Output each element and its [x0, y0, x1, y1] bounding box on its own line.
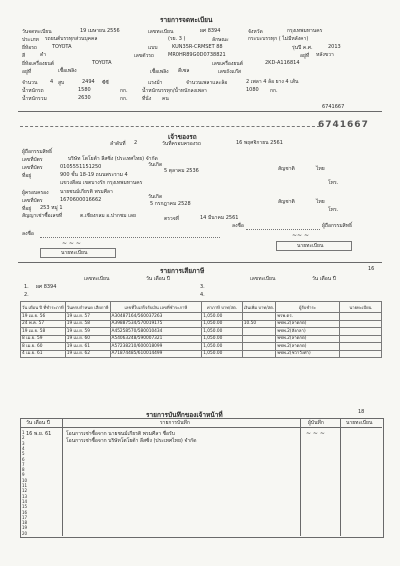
holder-label: ผู้ครอบครอง — [22, 190, 49, 196]
province-label: จังหวัด — [248, 29, 263, 35]
plate-number: ผศ 8394 — [200, 28, 221, 34]
note-line-number: 19 — [22, 525, 28, 531]
note-line-number: 5 — [22, 451, 25, 457]
tax-col-due-date: วันครบกำหนด เสียภาษี — [65, 302, 110, 313]
tax-cell: 24 พ.ค. 57 — [21, 320, 66, 328]
inspect-label: ตรวจที่ — [164, 216, 179, 222]
owner-date-label: วันที่ครอบครองรถ — [162, 141, 201, 147]
tax-table-header — [21, 302, 382, 313]
tax-row-1-no: 1. — [24, 284, 29, 290]
load: 1080 — [246, 87, 259, 93]
registrar-label-right: นายทะเบียน — [297, 243, 324, 249]
tax-cell — [339, 350, 381, 358]
inspect-date: 14 มีนาคม 2561 — [200, 215, 239, 221]
tax-cell: พชพ.2(ลาดกต) — [276, 335, 340, 343]
tax-cell: พชพ.2(สังกลา) — [276, 328, 340, 336]
owner-date: 16 พฤศจิกายน 2561 — [236, 140, 283, 146]
note-line-number: 16 — [22, 509, 28, 515]
tax-cell: พชพ.2(ชวาวังศา) — [276, 350, 340, 358]
tax-row-2-no: 2. — [24, 292, 29, 298]
holder-tel-label: โทร. — [328, 207, 339, 213]
note-line-number: 7 — [22, 461, 25, 467]
holder-dob-label: วันเกิด — [148, 194, 163, 200]
cc-unit: ซีซี — [102, 80, 109, 86]
chassis-position: หลังขวา — [316, 52, 334, 58]
possessor-addr: 900 ชั้น 18-19 ถนนพระราม 4 — [60, 172, 128, 178]
note-1-text: โอนการเช่าซื้อจาก นายชนม์เกียรติ พรมศีลา ชื่อรับ — [66, 431, 175, 437]
engine-pos-label: อยู่ที่ — [22, 69, 32, 75]
sign-line — [246, 229, 320, 230]
tax-row — [21, 350, 382, 358]
tax-cell: พชพ.2(ลาดกต) — [276, 343, 340, 351]
tax-cell: พชพ.2(ลาดกต) — [276, 320, 340, 328]
holder-nat: ไทย — [316, 199, 325, 205]
tax-date-header-2: วัน เดือน ปี — [312, 276, 336, 282]
registrar-box-right — [276, 241, 352, 251]
tax-row-1-plate: ผศ 8394 — [36, 284, 57, 290]
note-line-number: 8 — [22, 467, 25, 473]
chassis-number: MR0HR89G0D0738821 — [168, 52, 226, 58]
possessor-id-label-2: เลขที่บัตร — [22, 165, 43, 171]
engine-brand: TOYOTA — [92, 60, 112, 66]
possessor-addr-2: แขวงสีลม เขตบางรัก กรุงเทพมหานคร — [60, 180, 143, 186]
engine-no-label: เลขเครื่องยนต์ — [212, 61, 243, 67]
note-line-number: 4 — [22, 445, 25, 451]
possessor-id-label: เลขที่บัตร — [22, 157, 43, 163]
tax-cell: 1,050.00 — [202, 350, 243, 358]
possessor-name: บริษัท โตโยต้า ลีสซิ่ง (ประเทศไทย) จำกัด — [68, 156, 158, 162]
type-label: ประเภท — [22, 37, 39, 43]
possessor-dob-label: วันเกิด — [148, 162, 163, 168]
tax-cell: 19 เม.ย. 57 — [65, 313, 110, 321]
reg-date-label: วันจดทะเบียน — [22, 29, 52, 35]
tax-cell: 1,050.00 — [202, 328, 243, 336]
tax-cell: A71874485/610014499 — [110, 350, 202, 358]
engine-number: 2KD-A116814 — [265, 60, 300, 66]
note-line-number: 10 — [22, 477, 28, 483]
tax-cell: 1,050.00 — [202, 335, 243, 343]
notes-item-header: รายการบันทึก — [160, 420, 190, 426]
tax-cell: 19 เม.ย. 59 — [65, 328, 110, 336]
notes-col-line-1 — [62, 418, 63, 536]
look-label: ลักษณะ — [212, 37, 229, 43]
tax-col-paid-date: วัน เดือน ปี ที่ชำระภาษี — [21, 302, 66, 313]
sign-label: ลงชื่อ — [232, 223, 244, 229]
holder-addr: 253 หมู่ 1 — [40, 205, 63, 211]
tax-col-surcharge: เงินเพิ่ม บาท/สต. — [242, 302, 275, 313]
tax-cell — [242, 350, 275, 358]
fuel: ดีเซล — [178, 68, 190, 74]
brand: TOYOTA — [52, 44, 72, 50]
weight: 1580 — [78, 87, 91, 93]
tax-cell — [242, 313, 275, 321]
tax-table — [20, 301, 382, 358]
tax-cell: 8 เม.ย. 60 — [21, 343, 66, 351]
vehicle-type: รถยนต์บรรทุกส่วนบุคคล — [45, 36, 98, 42]
notes-title: รายการบันทึกของเจ้าหน้าที่ — [146, 411, 223, 419]
seat-label: ที่นั่ง — [142, 96, 152, 102]
officer-signature: ~ ~ ~ — [306, 430, 325, 437]
registrar-signature-left: ~ ~ ~ — [62, 240, 81, 247]
holder-name: นายชนม์เกียรติ พรมศีลา — [60, 189, 113, 195]
note-line-number: 18 — [22, 520, 28, 526]
tax-cell: 19 เม.ย. 61 — [65, 343, 110, 351]
note-line-number: 20 — [22, 530, 28, 536]
note-line-number: 12 — [22, 488, 28, 494]
tax-row — [21, 343, 382, 351]
possessor-tel-label: โทร. — [328, 180, 339, 186]
possessor-id: 0105551151250 — [60, 164, 102, 170]
holder-id-label: เลขที่บัตร — [22, 198, 43, 204]
possessor-addr-label: ที่อยู่ — [22, 173, 32, 179]
weight-unit: กก. — [120, 88, 128, 94]
tax-cell — [339, 320, 381, 328]
color-label: สี — [22, 53, 26, 59]
tax-title: รายการเสียภาษี — [160, 267, 205, 275]
tax-cell: A54063248/590007321 — [110, 335, 202, 343]
sign-label-2: ลงชื่อ — [22, 231, 34, 237]
chassis-pos-label: อยู่ที่ — [300, 53, 310, 59]
sign-line-2 — [40, 237, 220, 238]
tax-cell: A45258570/580010434 — [110, 328, 202, 336]
year-label: รุ่นปี ค.ศ. — [292, 45, 313, 51]
brand-label: ยี่ห้อรถ — [22, 45, 37, 51]
tax-cell: 1,050.00 — [202, 313, 243, 321]
tax-cell: 8 เม.ย. 59 — [21, 335, 66, 343]
tax-plate-header-2: เลขทะเบียน — [250, 276, 276, 282]
tax-cell: A39887534/570019175 — [110, 320, 202, 328]
reg-date: 19 เมษายน 2556 — [80, 28, 120, 34]
owner-order-label: ลำดับที่ — [110, 141, 126, 147]
note-line-number: 3 — [22, 440, 25, 446]
wheels: 2 เพลา 4 ล้อ ยาง 4 เส้น — [246, 79, 299, 85]
model-label: แบบ — [148, 45, 158, 51]
notes-header-line — [20, 427, 382, 428]
tank-label: เลขถังแก๊ส — [218, 69, 241, 75]
tax-cell: A57238210/600018099 — [110, 343, 202, 351]
load-unit: กก. — [270, 88, 278, 94]
section-divider — [18, 111, 382, 112]
vehicle-look: กระบะบรรทุก ( ไม่มีหลังคา) — [248, 36, 309, 42]
cylinders-unit: สูบ — [58, 80, 65, 86]
tax-cell — [242, 343, 275, 351]
tax-plate-header: เลขทะเบียน — [84, 276, 110, 282]
tax-cell: 19 เม.ย. 62 — [65, 350, 110, 358]
color: ดำ — [40, 52, 47, 58]
cylinders-label: จำนวน — [22, 80, 38, 86]
owner-title: เจ้าของรถ — [168, 133, 197, 141]
tax-cell: 1,050.00 — [202, 343, 243, 351]
owner-order: 2 — [134, 140, 138, 146]
tax-cell: 1,050.00 — [202, 320, 243, 328]
notes-col-line-3 — [340, 418, 341, 536]
note-line-number: 17 — [22, 514, 28, 520]
serial-stamp: 6741667 — [318, 120, 369, 130]
note-line-number: 6 — [22, 456, 25, 462]
model: KUN35R-CRMSET 88 — [172, 44, 223, 50]
possessor-nat: ไทย — [316, 166, 325, 172]
tax-col-receiver: ผู้รับชำระ — [276, 302, 340, 313]
registrar-box-left — [40, 248, 116, 258]
note-line-number: 14 — [22, 498, 28, 504]
registrar-signature-right: ~~ ~ — [292, 232, 309, 239]
tax-cell: A30487164/560037263 — [110, 313, 202, 321]
engine-source: เชื้อเพลิง — [58, 68, 77, 74]
possessor-label: ผู้ถือกรรมสิทธิ์ — [22, 149, 53, 155]
sign-role: ผู้ถือกรรมสิทธิ์ — [322, 223, 353, 229]
weight-label: น้ำหนักรถ — [22, 88, 44, 94]
tax-cell — [242, 328, 275, 336]
notes-col-line-2 — [300, 418, 301, 536]
tax-col-tax: ค่าภาษี บาท/สต. — [202, 302, 243, 313]
tax-cell: พรพ.ดร. — [276, 313, 340, 321]
notes-page-no: 18 — [358, 409, 365, 415]
holder-id: 1670600016662 — [60, 197, 102, 203]
province: กรุงเทพมหานคร — [287, 28, 323, 34]
chassis-label: เลขตัวรถ — [134, 53, 154, 59]
plate-label: เลขทะเบียน — [148, 29, 174, 35]
tax-cell — [339, 313, 381, 321]
possessor-nat-label: สัญชาติ — [278, 166, 295, 172]
possessor-dob: 5 ตุลาคม 2536 — [164, 168, 199, 174]
total-unit: กก. — [120, 96, 128, 102]
hp-label: แรงม้า — [148, 80, 163, 86]
tax-row-3-no: 3. — [200, 284, 205, 290]
note-line-number: 11 — [22, 483, 28, 488]
tax-cell — [339, 328, 381, 336]
section-divider-2 — [18, 262, 382, 263]
note-line-number: 15 — [22, 504, 28, 510]
tax-cell: 19 เม.ย. 58 — [65, 320, 110, 328]
perforation-line — [20, 126, 320, 127]
tax-row — [21, 335, 382, 343]
model-year: 2013 — [328, 44, 341, 50]
total-label: น้ำหนักรวม — [22, 96, 47, 102]
tax-cell: 19 เม.ย. 60 — [65, 335, 110, 343]
registrar-label-left: นายทะเบียน — [61, 250, 88, 256]
tax-cell: 10.50 — [242, 320, 275, 328]
note-1-date: 16 พ.ย. 61 — [26, 431, 52, 437]
fuel-label: เชื้อเพลิง — [150, 69, 169, 75]
holder-nat-label: สัญชาติ — [278, 199, 295, 205]
holder-dob: 5 กรกฎาคม 2528 — [150, 201, 191, 207]
engine-brand-label: ยี่ห้อเครื่องยนต์ — [22, 61, 55, 67]
tax-cell — [339, 335, 381, 343]
tax-col-receipt: เลขที่ใบเสร็จรับเงิน เลขที่ชำระภาษี — [110, 302, 202, 313]
tax-cell — [339, 343, 381, 351]
notes-registrar-header: นายทะเบียน — [346, 420, 373, 426]
note-line-number: 13 — [22, 493, 28, 499]
reg-serial: 6741667 — [322, 104, 345, 110]
notes-date-header: วัน เดือน ปี — [26, 420, 50, 426]
wheels-label: จำนวนเพลาและล้อ — [186, 80, 228, 86]
tax-cell — [242, 335, 275, 343]
holder-addr-2: ต.เชียงกลม อ.ปากชม เลย — [80, 213, 136, 219]
cc: 2494 — [82, 79, 95, 85]
tax-row — [21, 320, 382, 328]
tax-row — [21, 328, 382, 336]
tax-row — [21, 313, 382, 321]
notes-sign-header: ผู้บันทึก — [308, 420, 324, 426]
tax-cell: 19 เม.ย. 58 — [21, 328, 66, 336]
load-label: น้ำหนักบรรทุก/น้ำหนักลงเพลา — [142, 88, 207, 94]
note-line-number: 1 — [22, 430, 25, 435]
cylinders: 4 — [50, 79, 54, 85]
tax-cell: 4 เม.ย. 61 — [21, 350, 66, 358]
holder-addr-label: ที่อยู่ — [22, 206, 32, 212]
hire-label: สัญญาเช่าซื้อเลขที่ — [22, 213, 63, 219]
tax-cell: 19 เม.ย. 56 — [21, 313, 66, 321]
tax-page-no: 16 — [368, 266, 375, 272]
rt-code: (รย. 3 ) — [168, 36, 186, 42]
seat-unit: คน — [162, 96, 169, 102]
note-line-number: 2 — [22, 435, 25, 441]
tax-row-4-no: 4. — [200, 292, 205, 298]
note-2-text: โอนการเช่าซื้อจาก บริษัทโตโยต้า ลีสซิ่ง (ประเทศไทย) จำกัด — [66, 438, 197, 444]
tax-date-header: วัน เดือน ปี — [146, 276, 170, 282]
note-line-number: 9 — [22, 472, 25, 478]
total-weight: 2630 — [78, 95, 91, 101]
registration-title: รายการจดทะเบียน — [160, 16, 213, 24]
tax-col-registrar: นายทะเบียน — [339, 302, 381, 313]
